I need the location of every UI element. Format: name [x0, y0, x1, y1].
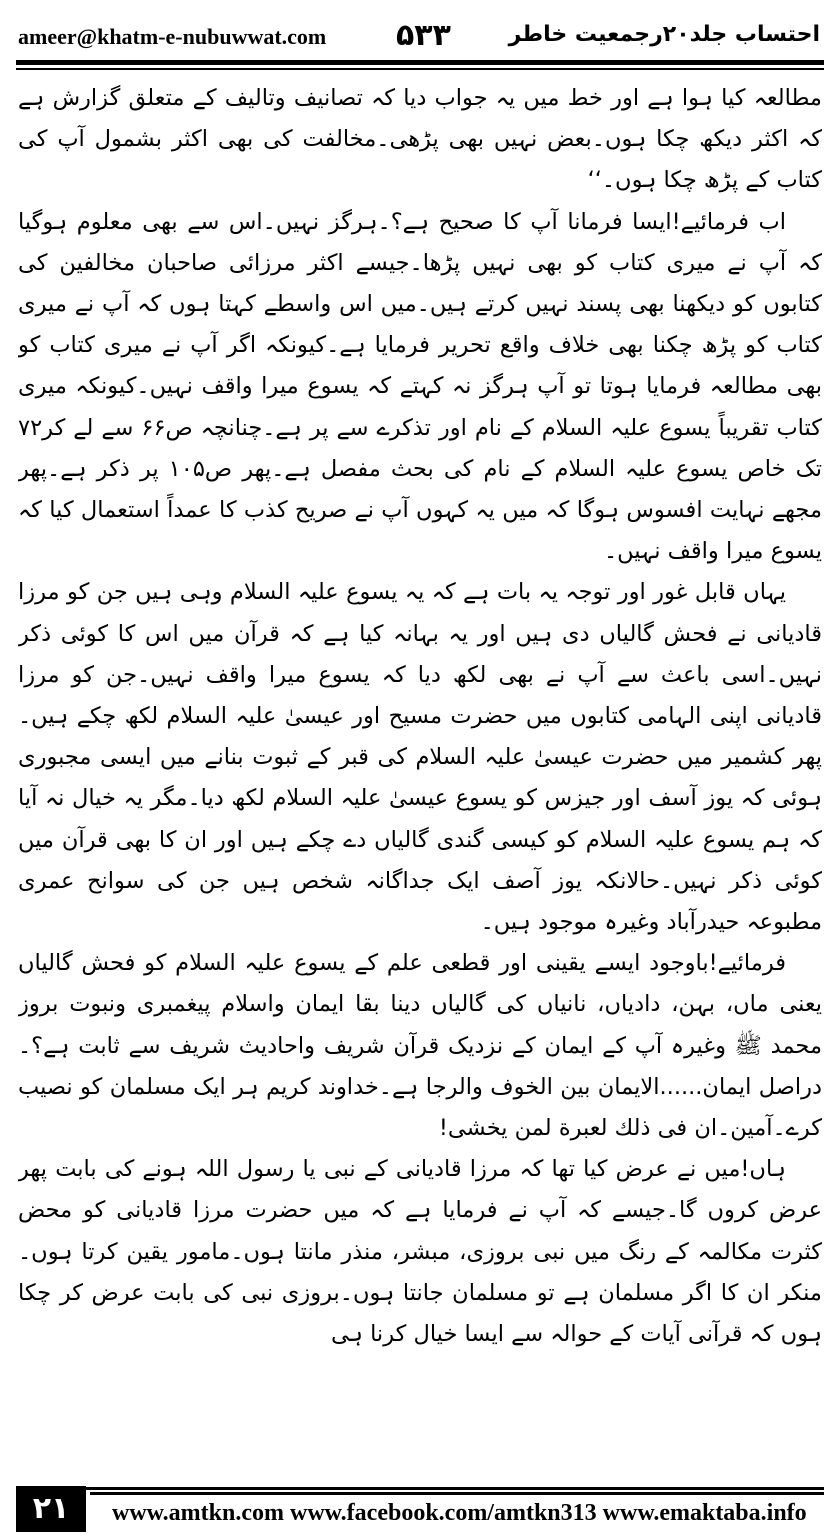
footer-page-number: ۲۱	[16, 1486, 86, 1532]
footer-links: www.amtkn.com www.facebook.com/amtkn313 www.emaktaba.info	[112, 1500, 807, 1526]
paragraph-5: ہاں!میں نے عرض کیا تھا کہ مرزا قادیانی کے نبی یا رسول اللہ ہونے کی بابت پھر عرض کروں گا۔جیسے کہ آپ نے فرمایا ہے کہ میں حضرت مرزا قادیانی کو محض کثرت مکالمہ کے رنگ میں نبی بروزی، مبشر، منذر مانتا ہوں۔مامور یقین کرتا ہوں۔منکر ان کا اگر مسلمان ہے تو مسلمان جانتا ہوں۔بروزی نبی کی بابت عرض کر چکا ہوں کہ قرآنی آیات کے حوالہ سے ایسا خیال کرنا ہی	[18, 1156, 822, 1348]
page-body	[18, 78, 822, 1478]
paragraph-4: فرمائیے!باوجود ایسے یقینی اور قطعی علم کے یسوع علیہ السلام کو فحش گالیاں یعنی ماں، بہن، دادیاں، نانیاں کی گالیاں دینا بقا ایمان واسلام پیغمبری ونبوت بروز محمد ﷺ وغیرہ آپ کے ایمان کے نزدیک قرآن شریف واحادیث شریف سے ثابت ہے؟۔دراصل ایمان......الایمان بین الخوف والرجا ہے۔خداوند کریم ہر ایک مسلمان کو نصیب کرے۔آمین۔ان فی ذلك لعبرة لمن یخشی!	[18, 950, 822, 1142]
header-page-number: ۵۳۳	[396, 18, 451, 53]
header-book-title: احتساب جلد۲۰رجمعیت خاطر	[508, 22, 820, 47]
paragraph-1: مطالعہ کیا ہوا ہے اور خط میں یہ جواب دیا کہ تصانیف وتالیف کے متعلق گزارش ہے کہ اکثر دیکھ چکا ہوں۔بعض نہیں بھی پڑھی۔مخالفت کی بھی اکثر بشمول آپ کی کتاب کے پڑھ چکا ہوں۔‘‘	[18, 85, 822, 194]
paragraph-2: اب فرمائیے!ایسا فرمانا آپ کا صحیح ہے؟۔ہرگز نہیں۔اس سے بھی معلوم ہوگیا کہ آپ نے میری کتاب کو بھی نہیں پڑھا۔جیسے اکثر مرزائی صاحبان مخالفین کی کتابوں کو دیکھنا بھی پسند نہیں کرتے ہیں۔میں اس واسطے کہتا ہوں کہ آپ نے میری کتاب کو پڑھ چکنا بھی خلاف واقع تحریر فرمایا ہے۔کیونکہ اگر آپ نے میری کتاب کو بھی مطالعہ فرمایا ہوتا تو آپ ہرگز نہ کہتے کہ یسوع میرا واقف نہیں۔کیونکہ میری کتاب تقریباً یسوع علیہ السلام کے نام اور تذکرے سے پر ہے۔چنانچہ ص۶۶ سے لے کر۷۲ تک خاص یسوع علیہ السلام کے نام کی بحث مفصل ہے۔پھر ص۱۰۵ پر ذکر ہے۔پھر مجھے نہایت افسوس ہوگا کہ میں یہ کہوں آپ نے صریح کذب کا عمداً استعمال کیا کہ یسوع میرا واقف نہیں۔	[18, 208, 822, 565]
header-email: ameer@khatm-e-nubuwwat.com	[18, 24, 327, 49]
footer-rule-bottom	[90, 1492, 824, 1495]
header-rule-thick	[16, 60, 824, 65]
paragraph-3: یہاں قابل غور اور توجہ یہ بات ہے کہ یہ یسوع علیہ السلام وہی ہیں جن کو مرزا قادیانی نے فحش گالیاں دی ہیں اور یہ بہانہ کیا ہے کہ قرآن میں اس کا کوئی ذکر نہیں۔اسی باعث سے آپ نے بھی لکھ دیا کہ یسوع میرا واقف نہیں۔جن کو مرزا قادیانی اپنی الہامی کتابوں میں حضرت مسیح اور عیسیٰ علیہ السلام لکھ چکے ہیں۔پھر کشمیر میں حضرت عیسیٰ علیہ السلام کی قبر کے ثبوت بنانے میں ایسی مجبوری ہوئی کہ یوز آسف اور جیزس کو یسوع عیسیٰ علیہ السلام لکھ دیا۔مگر یہ خیال نہ آیا کہ ہم یسوع علیہ السلام کو کیسی گندی گالیاں دے چکے ہیں اور ان کا بھی قرآن میں کوئی ذکر نہیں۔حالانکہ یوز آصف ایک جداگانہ شخص ہیں جن کی سوانح عمری مطبوعہ حیدرآباد وغیرہ موجود ہیں۔	[18, 579, 822, 936]
footer-rule-top	[16, 1487, 824, 1490]
page-header	[16, 16, 824, 60]
header-rule-thin	[16, 68, 824, 70]
